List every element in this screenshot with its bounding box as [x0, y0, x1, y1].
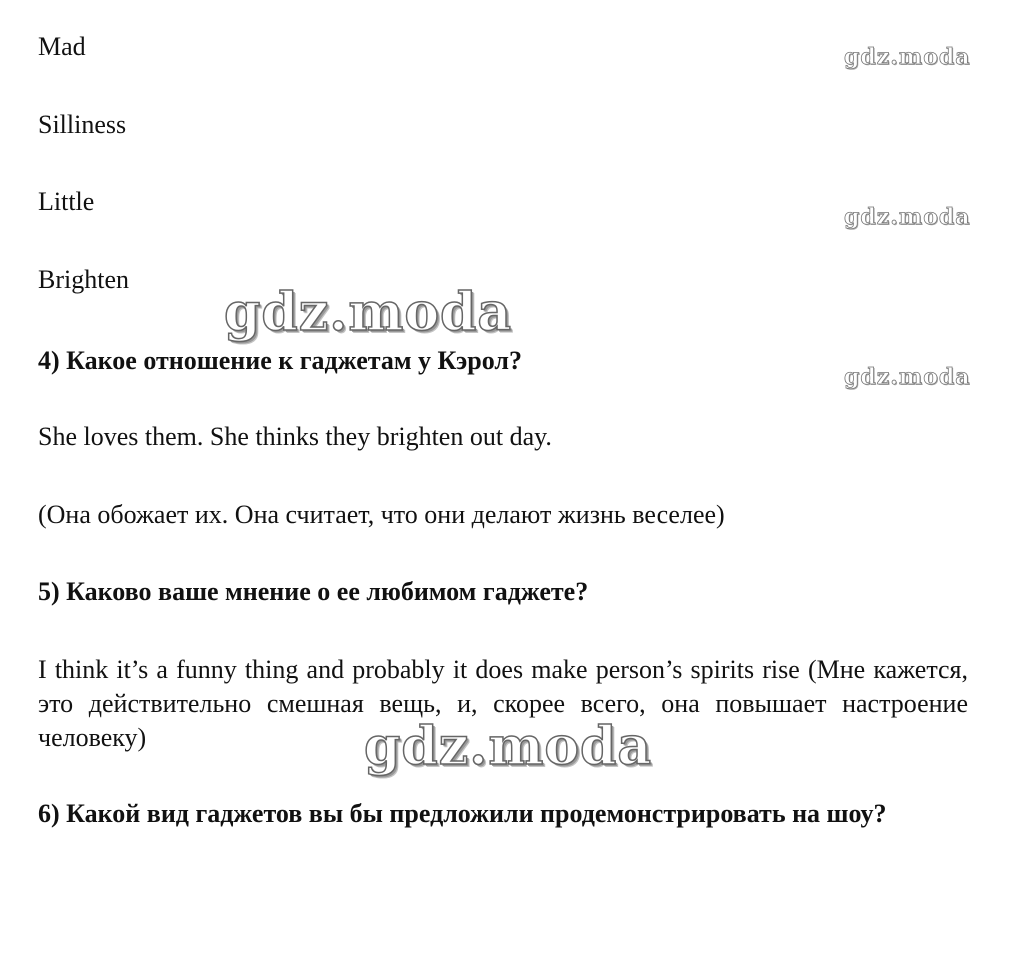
word-mad: Mad [38, 32, 86, 61]
word-silliness: Silliness [38, 110, 127, 139]
watermark-large-lower: gdz.moda [364, 716, 653, 777]
answer-5: I think it’s a funny thing and probably it does make person’s spirits rise (Мне кажется, это действительно смешная вещь, и, скорее всего, она повышает настроение человеку) [38, 655, 968, 752]
answer-4-ru: (Она обожает их. Она считает, что они делают жизнь веселее) [38, 500, 725, 529]
word-brighten: Brighten [38, 265, 129, 294]
question-6: 6) Какой вид гаджетов вы бы предложили продемонстрировать на шоу? [38, 799, 887, 828]
watermark-top-right: gdz.moda [844, 44, 971, 70]
watermark-large-upper: gdz.moda [224, 282, 513, 343]
word-little: Little [38, 187, 95, 216]
answer-4-en: She loves them. She thinks they brighten out day. [38, 422, 552, 451]
question-5: 5) Каково ваше мнение о ее любимом гаджете? [38, 577, 589, 606]
question-4: 4) Какое отношение к гаджетам у Кэрол? [38, 346, 522, 375]
watermark-mid-right: gdz.moda [844, 204, 971, 230]
watermark-right-q4: gdz.moda [844, 364, 971, 390]
